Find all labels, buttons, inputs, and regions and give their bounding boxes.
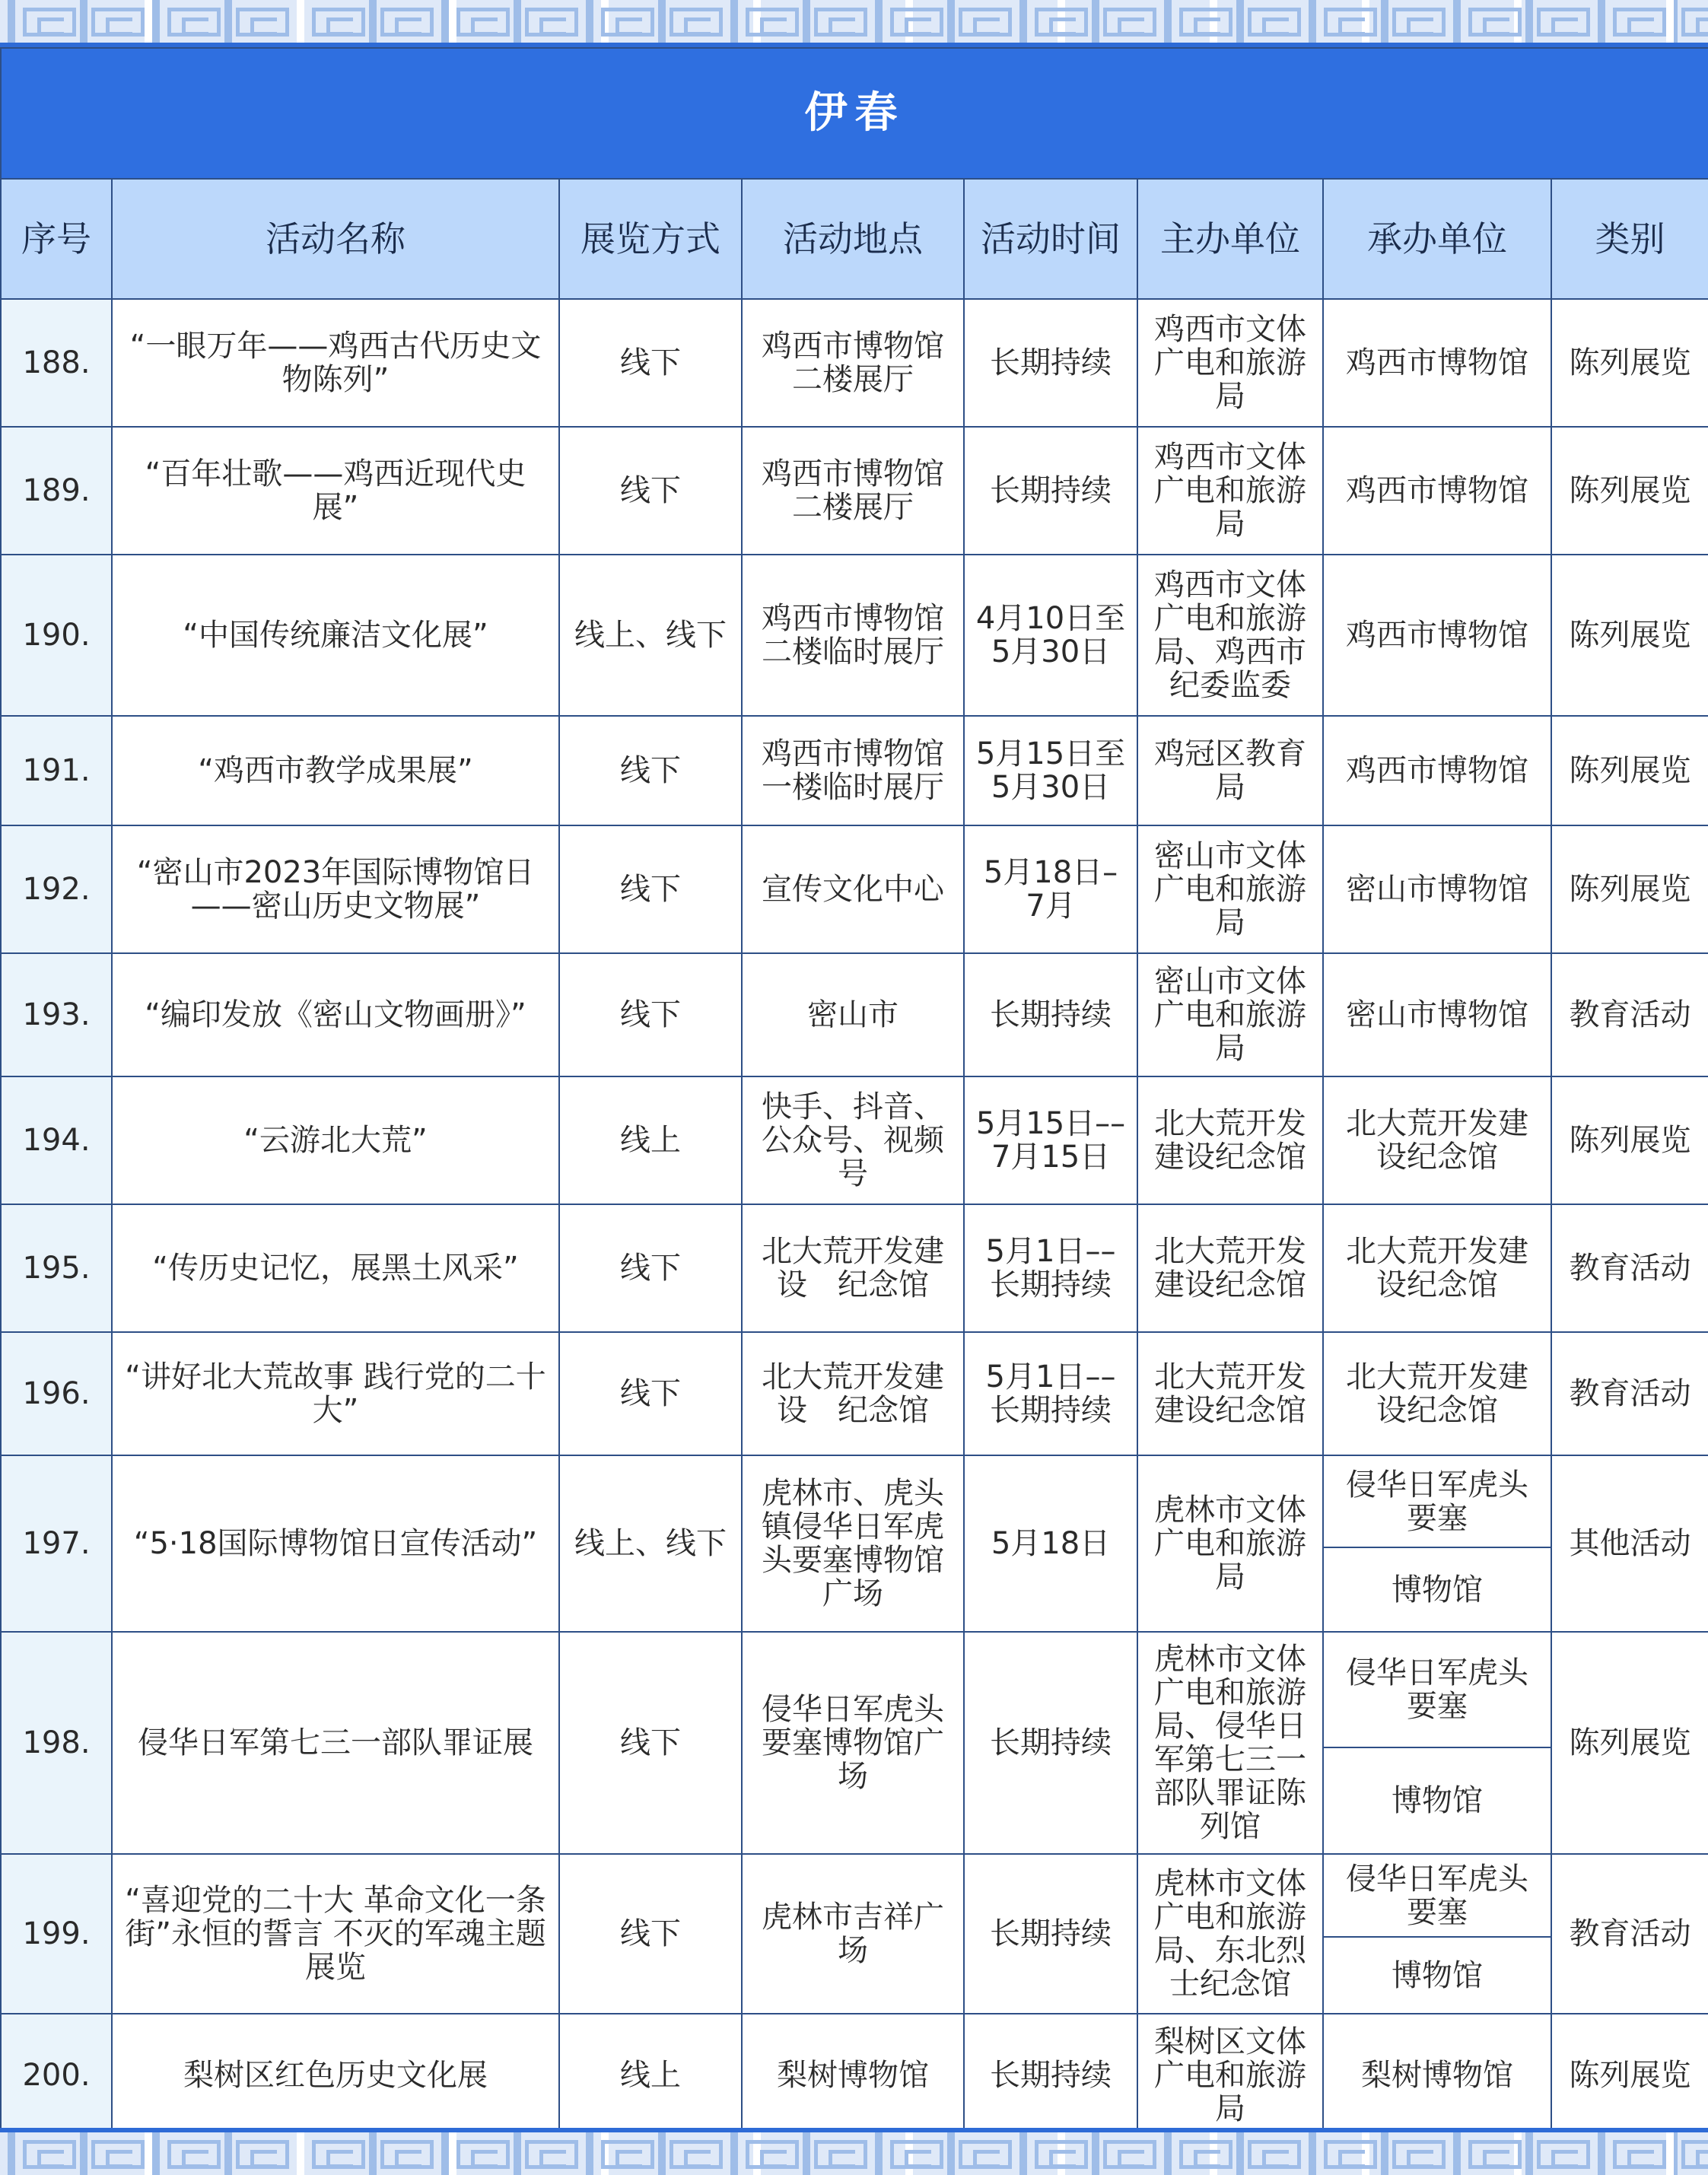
cell-time: 4月10日至5月30日	[964, 555, 1137, 716]
cell-index: 191.	[1, 716, 112, 825]
fret-pattern	[23, 8, 76, 37]
cell-location: 北大荒开发建设 纪念馆	[742, 1204, 964, 1332]
cell-location: 北大荒开发建设 纪念馆	[742, 1332, 964, 1455]
cell-activity-name: “喜迎党的二十大 革命文化一条街”永恒的誓言 不灭的军魂主题展览	[112, 1854, 559, 2014]
cell-organizer: 北大荒开发建设纪念馆	[1323, 1204, 1551, 1332]
fret-pattern	[312, 8, 365, 37]
cell-exhibition-mode: 线上	[559, 2014, 742, 2137]
cell-host: 鸡西市文体广电和旅游局、鸡西市纪委监委	[1137, 555, 1323, 716]
cell-time: 长期持续	[964, 2014, 1137, 2137]
cell-time: 长期持续	[964, 953, 1137, 1076]
fret-pattern	[167, 2140, 221, 2169]
cell-host: 鸡西市文体广电和旅游局	[1137, 427, 1323, 555]
table-body	[1, 299, 1708, 2137]
cell-index: 196.	[1, 1332, 112, 1455]
fret-pattern	[167, 8, 221, 37]
fret-pattern	[746, 2140, 799, 2169]
cell-index: 197.	[1, 1455, 112, 1632]
cell-exhibition-mode: 线下	[559, 1332, 742, 1455]
fret-pattern	[959, 8, 1012, 37]
table-row	[1, 1204, 1708, 1332]
cell-activity-name: “云游北大荒”	[112, 1076, 559, 1204]
cell-organizer: 博物馆	[1323, 1937, 1551, 2014]
table-row	[1, 2014, 1708, 2137]
cell-exhibition-mode: 线上、线下	[559, 555, 742, 716]
cell-category: 陈列展览	[1551, 825, 1708, 953]
cell-activity-name: 梨树区红色历史文化展	[112, 2014, 559, 2137]
cell-activity-name: “5·18国际博物馆日宣传活动”	[112, 1455, 559, 1632]
cell-activity-name: “百年壮歌——鸡西近现代史展”	[112, 427, 559, 555]
fret-pattern	[1613, 2140, 1666, 2169]
cell-exhibition-mode: 线下	[559, 716, 742, 825]
table-title-row	[1, 48, 1708, 179]
fret-pattern	[1392, 8, 1446, 37]
cell-category: 教育活动	[1551, 1332, 1708, 1455]
cell-exhibition-mode: 线下	[559, 1632, 742, 1854]
cell-exhibition-mode: 线下	[559, 427, 742, 555]
cell-organizer: 博物馆	[1323, 1547, 1551, 1632]
fret-pattern	[670, 8, 723, 37]
cell-index: 194.	[1, 1076, 112, 1204]
cell-index: 193.	[1, 953, 112, 1076]
cell-organizer: 北大荒开发建设纪念馆	[1323, 1332, 1551, 1455]
header-location: 活动地点	[742, 179, 964, 299]
activity-table	[0, 47, 1708, 2138]
fret-pattern	[1179, 8, 1232, 37]
cell-location: 虎林市、虎头镇侵华日军虎头要塞博物馆广场	[742, 1455, 964, 1632]
table-title: 伊春	[1, 48, 1708, 179]
cell-organizer: 密山市博物馆	[1323, 953, 1551, 1076]
fret-pattern	[1537, 8, 1590, 37]
cell-location: 鸡西市博物馆二楼展厅	[742, 427, 964, 555]
cell-category: 陈列展览	[1551, 427, 1708, 555]
cell-location: 虎林市吉祥广场	[742, 1854, 964, 2014]
cell-category: 陈列展览	[1551, 1632, 1708, 1854]
cell-organizer: 鸡西市博物馆	[1323, 427, 1551, 555]
fret-pattern	[746, 8, 799, 37]
cell-host: 密山市文体广电和旅游局	[1137, 825, 1323, 953]
fret-pattern	[23, 2140, 76, 2169]
fret-pattern	[525, 8, 578, 37]
cell-time: 长期持续	[964, 1854, 1137, 2014]
cell-organizer: 博物馆	[1323, 1747, 1551, 1854]
header-exhibition-mode: 展览方式	[559, 179, 742, 299]
header-index: 序号	[1, 179, 112, 299]
cell-organizer: 侵华日军虎头要塞	[1323, 1854, 1551, 1937]
cell-host: 虎林市文体广电和旅游局、侵华日军第七三一部队罪证陈列馆	[1137, 1632, 1323, 1854]
cell-time: 5月1日––长期持续	[964, 1332, 1137, 1455]
cell-organizer: 侵华日军虎头要塞	[1323, 1455, 1551, 1547]
cell-time: 5月18日–7月	[964, 825, 1137, 953]
fret-pattern	[1035, 8, 1088, 37]
cell-index: 192.	[1, 825, 112, 953]
fret-pattern	[1468, 2140, 1522, 2169]
cell-activity-name: 侵华日军第七三一部队罪证展	[112, 1632, 559, 1854]
cell-location: 鸡西市博物馆二楼临时展厅	[742, 555, 964, 716]
fret-pattern	[890, 2140, 943, 2169]
table-header-row	[1, 179, 1708, 299]
cell-organizer: 北大荒开发建设纪念馆	[1323, 1076, 1551, 1204]
header-organizer: 承办单位	[1323, 179, 1551, 299]
cell-category: 陈列展览	[1551, 2014, 1708, 2137]
cell-organizer: 鸡西市博物馆	[1323, 555, 1551, 716]
fret-pattern	[814, 8, 867, 37]
fret-pattern	[380, 2140, 434, 2169]
cell-location: 鸡西市博物馆一楼临时展厅	[742, 716, 964, 825]
table-row	[1, 1076, 1708, 1204]
fret-pattern	[601, 2140, 654, 2169]
fret-pattern	[1248, 2140, 1301, 2169]
cell-index: 199.	[1, 1854, 112, 2014]
fret-pattern	[1035, 2140, 1088, 2169]
cell-index: 189.	[1, 427, 112, 555]
cell-exhibition-mode: 线上、线下	[559, 1455, 742, 1632]
cell-organizer: 鸡西市博物馆	[1323, 299, 1551, 427]
cell-location: 鸡西市博物馆二楼展厅	[742, 299, 964, 427]
cell-activity-name: “中国传统廉洁文化展”	[112, 555, 559, 716]
cell-location: 密山市	[742, 953, 964, 1076]
fret-pattern	[670, 2140, 723, 2169]
cell-organizer: 侵华日军虎头要塞	[1323, 1632, 1551, 1747]
fret-pattern	[1392, 2140, 1446, 2169]
cell-host: 虎林市文体广电和旅游局	[1137, 1455, 1323, 1632]
cell-time: 5月15日––7月15日	[964, 1076, 1137, 1204]
table-row	[1, 716, 1708, 825]
fret-pattern	[1248, 8, 1301, 37]
fret-pattern	[1179, 2140, 1232, 2169]
cell-activity-name: “讲好北大荒故事 践行党的二十大”	[112, 1332, 559, 1455]
cell-location: 快手、抖音、公众号、视频号	[742, 1076, 964, 1204]
fret-pattern	[601, 8, 654, 37]
decorative-border-bottom	[0, 2128, 1708, 2175]
table-row	[1, 1854, 1708, 1937]
cell-activity-name: “一眼万年——鸡西古代历史文物陈列”	[112, 299, 559, 427]
cell-exhibition-mode: 线下	[559, 1204, 742, 1332]
cell-category: 教育活动	[1551, 1854, 1708, 2014]
fret-pattern	[91, 8, 145, 37]
table-row	[1, 299, 1708, 427]
cell-index: 195.	[1, 1204, 112, 1332]
cell-organizer: 密山市博物馆	[1323, 825, 1551, 953]
fret-pattern	[1468, 8, 1522, 37]
table-row	[1, 825, 1708, 953]
cell-time: 5月1日––长期持续	[964, 1204, 1137, 1332]
fret-pattern	[236, 2140, 289, 2169]
cell-index: 190.	[1, 555, 112, 716]
cell-time: 长期持续	[964, 1632, 1137, 1854]
header-host: 主办单位	[1137, 179, 1323, 299]
cell-host: 梨树区文体广电和旅游局	[1137, 2014, 1323, 2137]
table-row	[1, 953, 1708, 1076]
cell-category: 其他活动	[1551, 1455, 1708, 1632]
cell-exhibition-mode: 线下	[559, 953, 742, 1076]
cell-activity-name: “编印发放《密山文物画册》”	[112, 953, 559, 1076]
fret-pattern	[312, 2140, 365, 2169]
fret-pattern	[814, 2140, 867, 2169]
cell-exhibition-mode: 线下	[559, 299, 742, 427]
fret-pattern	[380, 8, 434, 37]
cell-organizer: 梨树博物馆	[1323, 2014, 1551, 2137]
cell-category: 教育活动	[1551, 1204, 1708, 1332]
cell-location: 宣传文化中心	[742, 825, 964, 953]
cell-host: 虎林市文体广电和旅游局、东北烈士纪念馆	[1137, 1854, 1323, 2014]
cell-activity-name: “传历史记忆，展黑土风采”	[112, 1204, 559, 1332]
fret-pattern	[456, 8, 510, 37]
cell-category: 陈列展览	[1551, 555, 1708, 716]
fret-pattern	[236, 8, 289, 37]
decorative-border-top	[0, 0, 1708, 47]
table-row	[1, 1332, 1708, 1455]
cell-exhibition-mode: 线下	[559, 825, 742, 953]
fret-pattern	[890, 8, 943, 37]
cell-category: 陈列展览	[1551, 1076, 1708, 1204]
cell-index: 200.	[1, 2014, 112, 2137]
fret-pattern	[1324, 8, 1377, 37]
cell-index: 188.	[1, 299, 112, 427]
fret-pattern	[1613, 8, 1666, 37]
table-row	[1, 1632, 1708, 1747]
cell-time: 5月15日至5月30日	[964, 716, 1137, 825]
cell-index: 198.	[1, 1632, 112, 1854]
cell-category: 陈列展览	[1551, 716, 1708, 825]
fret-pattern	[456, 2140, 510, 2169]
cell-category: 陈列展览	[1551, 299, 1708, 427]
fret-pattern	[1537, 2140, 1590, 2169]
cell-host: 北大荒开发建设纪念馆	[1137, 1332, 1323, 1455]
cell-host: 鸡西市文体广电和旅游局	[1137, 299, 1323, 427]
cell-time: 长期持续	[964, 299, 1137, 427]
table-row	[1, 555, 1708, 716]
fret-pattern	[959, 2140, 1012, 2169]
fret-pattern	[91, 2140, 145, 2169]
header-time: 活动时间	[964, 179, 1137, 299]
cell-activity-name: “密山市2023年国际博物馆日——密山历史文物展”	[112, 825, 559, 953]
fret-pattern	[1681, 2140, 1708, 2169]
fret-pattern	[1324, 2140, 1377, 2169]
cell-exhibition-mode: 线下	[559, 1854, 742, 2014]
cell-host: 鸡冠区教育局	[1137, 716, 1323, 825]
cell-activity-name: “鸡西市教学成果展”	[112, 716, 559, 825]
cell-organizer: 鸡西市博物馆	[1323, 716, 1551, 825]
table-row	[1, 1455, 1708, 1547]
header-category: 类别	[1551, 179, 1708, 299]
fret-pattern	[1103, 2140, 1156, 2169]
cell-host: 北大荒开发建设纪念馆	[1137, 1076, 1323, 1204]
cell-location: 侵华日军虎头要塞博物馆广场	[742, 1632, 964, 1854]
header-activity-name: 活动名称	[112, 179, 559, 299]
table-row	[1, 427, 1708, 555]
cell-host: 密山市文体广电和旅游局	[1137, 953, 1323, 1076]
cell-time: 5月18日	[964, 1455, 1137, 1632]
cell-exhibition-mode: 线上	[559, 1076, 742, 1204]
cell-time: 长期持续	[964, 427, 1137, 555]
cell-category: 教育活动	[1551, 953, 1708, 1076]
cell-host: 北大荒开发建设纪念馆	[1137, 1204, 1323, 1332]
cell-location: 梨树博物馆	[742, 2014, 964, 2137]
fret-pattern	[1681, 8, 1708, 37]
fret-pattern	[525, 2140, 578, 2169]
fret-pattern	[1103, 8, 1156, 37]
